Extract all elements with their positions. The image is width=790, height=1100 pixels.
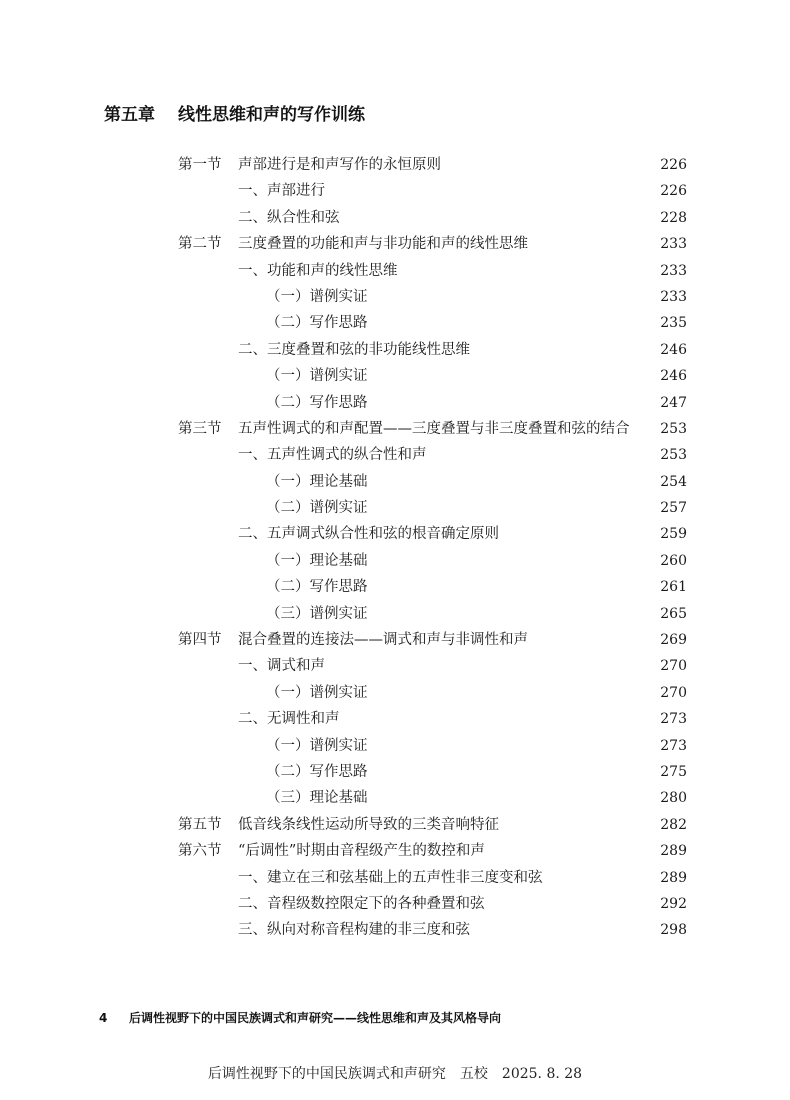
toc-section-entry — [0, 152, 790, 178]
toc-page-number: 269 — [660, 632, 687, 649]
toc-subsection-entry — [0, 205, 790, 231]
toc-item-entry — [0, 284, 790, 310]
toc-page-number: 292 — [660, 895, 687, 912]
toc-entry-title: （二）写作思路 — [266, 315, 368, 332]
toc-entry-title: （二）谱例实证 — [266, 500, 368, 517]
toc-subsection-entry — [0, 521, 790, 547]
toc-page-number: 246 — [660, 368, 687, 385]
toc-entry-title: 一、建立在三和弦基础上的五声性非三度变和弦 — [238, 869, 543, 886]
toc-page-number: 247 — [660, 394, 687, 411]
toc-entry-title: 二、五声调式纵合性和弦的根音确定原则 — [238, 526, 499, 543]
toc-page-number: 257 — [660, 500, 687, 517]
toc-page-number: 233 — [660, 236, 687, 253]
toc-entry-title: （三）理论基础 — [266, 790, 368, 807]
toc-page-number: 261 — [660, 579, 687, 596]
toc-page-number: 254 — [660, 473, 687, 490]
running-footer — [99, 1009, 501, 1026]
toc-page-number: 270 — [660, 658, 687, 675]
toc-item-entry — [0, 390, 790, 416]
toc-page-number: 282 — [660, 816, 687, 833]
toc-item-entry — [0, 574, 790, 600]
toc-entry-title: 一、调式和声 — [238, 658, 325, 675]
toc-section-entry — [0, 627, 790, 653]
toc-section-label: 第三节 — [178, 420, 222, 437]
toc-entry-title: 声部进行是和声写作的永恒原则 — [238, 157, 441, 173]
toc-page-number: 270 — [660, 684, 687, 701]
toc-entry-title: （一）谱例实证 — [266, 684, 368, 701]
toc-item-entry — [0, 733, 790, 759]
toc-entry-title: （一）理论基础 — [266, 473, 368, 490]
toc-entry-title: （一）理论基础 — [266, 552, 368, 569]
toc-section-label: 第五节 — [178, 816, 222, 833]
toc-entry-title: 二、纵合性和弦 — [238, 209, 340, 226]
toc-entry-title: （一）谱例实证 — [266, 737, 368, 754]
folio-page-number: 4 — [99, 1011, 108, 1025]
toc-entry-title: 二、无调性和声 — [238, 711, 340, 728]
toc-page-number: 233 — [660, 288, 687, 305]
toc-item-entry — [0, 785, 790, 811]
toc-item-entry — [0, 363, 790, 389]
toc-item-entry — [0, 759, 790, 785]
toc-entry-title: （二）写作思路 — [266, 763, 368, 780]
toc-subsection-entry — [0, 258, 790, 284]
toc-item-entry — [0, 548, 790, 574]
toc-entry-title: 混合叠置的连接法——调式和声与非调性和声 — [238, 632, 528, 649]
toc-subsection-entry — [0, 442, 790, 468]
toc-page-number: 280 — [660, 790, 687, 807]
toc-page-number: 253 — [660, 420, 687, 437]
toc-entry-title: （二）写作思路 — [266, 394, 368, 411]
toc-section-label: 第四节 — [178, 632, 222, 649]
toc-item-entry — [0, 495, 790, 521]
toc-entry-title: 三、纵向对称音程构建的非三度和弦 — [238, 922, 470, 939]
chapter-label: 第五章 — [104, 105, 155, 125]
toc-item-entry — [0, 310, 790, 336]
chapter-title: 线性思维和声的写作训练 — [178, 105, 365, 125]
toc-page-number: 233 — [660, 262, 687, 279]
toc-entry-title: 五声性调式的和声配置——三度叠置与非三度叠置和弦的结合 — [238, 420, 630, 437]
toc-entry-title: 一、功能和声的线性思维 — [238, 262, 398, 279]
toc-page-number: 273 — [660, 711, 687, 728]
chapter-heading — [104, 100, 365, 125]
toc-page-number: 259 — [660, 526, 687, 543]
running-title: 后调性视野下的中国民族调式和声研究——线性思维和声及其风格导向 — [129, 1011, 502, 1025]
toc-entry-title: 三度叠置的功能和声与非功能和声的线性思维 — [238, 236, 528, 253]
toc-subsection-entry — [0, 865, 790, 891]
toc-entry-title: （一）谱例实证 — [266, 368, 368, 385]
toc-page-number: 228 — [660, 209, 687, 226]
proof-note: 后调性视野下的中国民族调式和声研究 五校 2025. 8. 28 — [207, 1066, 583, 1082]
toc-item-entry — [0, 469, 790, 495]
toc-page-number: 260 — [660, 552, 687, 569]
toc-section-entry — [0, 231, 790, 257]
toc-section-label: 第六节 — [178, 843, 222, 860]
toc-page-number: 289 — [660, 843, 687, 860]
toc-page-number: 275 — [660, 763, 687, 780]
toc-entry-title: 低音线条线性运动所导致的三类音响特征 — [238, 816, 499, 833]
toc-entry-title: 二、三度叠置和弦的非功能线性思维 — [238, 341, 470, 358]
toc-entry-title: 一、五声性调式的纵合性和声 — [238, 447, 427, 464]
toc-page-number: 253 — [660, 447, 687, 464]
toc-page-number: 246 — [660, 341, 687, 358]
toc-subsection-entry — [0, 891, 790, 917]
toc-subsection-entry — [0, 178, 790, 204]
toc-page-number: 265 — [660, 605, 687, 622]
toc-page-number: 298 — [660, 922, 687, 939]
toc-entry-title: （二）写作思路 — [266, 579, 368, 596]
toc-subsection-entry — [0, 917, 790, 943]
toc-section-entry — [0, 416, 790, 442]
toc-page-number: 289 — [660, 869, 687, 886]
toc-page-number: 226 — [660, 183, 687, 200]
toc-item-entry — [0, 601, 790, 627]
toc-entry-title: （一）谱例实证 — [266, 288, 368, 305]
toc-section-entry — [0, 838, 790, 864]
toc-section-label: 第一节 — [178, 157, 222, 173]
toc-entry-title: 二、音程级数控限定下的各种叠置和弦 — [238, 895, 485, 912]
toc-section-label: 第二节 — [178, 236, 222, 253]
toc-page-number: 235 — [660, 315, 687, 332]
toc-page-number: 273 — [660, 737, 687, 754]
toc-item-entry — [0, 680, 790, 706]
toc-subsection-entry — [0, 706, 790, 732]
toc-subsection-entry — [0, 337, 790, 363]
table-of-contents — [0, 152, 790, 944]
toc-page-number: 226 — [660, 157, 687, 173]
toc-entry-title: （三）谱例实证 — [266, 605, 368, 622]
toc-subsection-entry — [0, 653, 790, 679]
toc-entry-title: 一、声部进行 — [238, 183, 325, 200]
toc-entry-title: “后调性”时期由音程级产生的数控和声 — [238, 843, 485, 860]
toc-section-entry — [0, 812, 790, 838]
